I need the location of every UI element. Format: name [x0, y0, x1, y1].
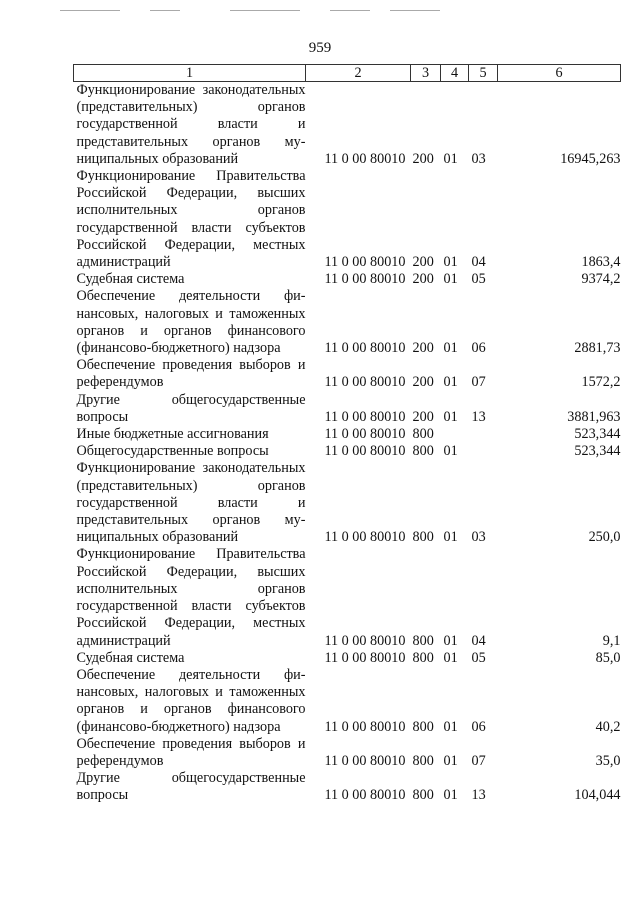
- row-name: Функционирование законодательных (представительных) органов государственной власти и представительных органов муниципальных образований: [76, 460, 306, 546]
- scan-artifact: [60, 8, 580, 14]
- row-code: 11 0 00 80010: [324, 718, 406, 735]
- row-col5: 07: [471, 374, 486, 391]
- row-col3: 200: [412, 374, 434, 391]
- column-header-2: 2: [306, 65, 411, 82]
- row-col5: 05: [471, 271, 486, 288]
- table-row: [74, 392, 621, 426]
- row-amount: 104,044: [574, 787, 621, 804]
- column-header-3: 3: [411, 65, 441, 82]
- row-col4: 01: [443, 374, 458, 391]
- row-col5: 03: [471, 529, 486, 546]
- row-amount: 40,2: [595, 718, 621, 735]
- column-header-5: 5: [469, 65, 498, 82]
- row-col4: 01: [443, 254, 458, 271]
- row-col5: 07: [471, 752, 486, 769]
- row-amount: 3881,963: [567, 408, 621, 425]
- row-col5: 06: [471, 718, 486, 735]
- table-row: [74, 168, 621, 271]
- column-header-6: 6: [498, 65, 621, 82]
- row-col3: 800: [412, 752, 434, 769]
- row-name: Обеспечение деятельности финансовых, налоговых и таможенных органов и органов финансового (финансово-бюджетного) надзора: [76, 666, 306, 735]
- table-row: [74, 357, 621, 391]
- row-col5: 06: [471, 340, 486, 357]
- row-amount: 9,1: [602, 632, 621, 649]
- row-col4: 01: [443, 150, 458, 167]
- row-code: 11 0 00 80010: [324, 271, 406, 288]
- row-col3: 200: [412, 254, 434, 271]
- table-row: [74, 650, 621, 667]
- row-code: 11 0 00 80010: [324, 752, 406, 769]
- row-code: 11 0 00 80010: [324, 254, 406, 271]
- row-code: 11 0 00 80010: [324, 408, 406, 425]
- row-col5: [469, 443, 498, 460]
- row-code: 11 0 00 80010: [324, 426, 406, 443]
- row-amount: 250,0: [588, 529, 621, 546]
- row-col4: 01: [443, 340, 458, 357]
- table-row: [74, 667, 621, 736]
- table-row: [74, 736, 621, 770]
- row-col4: 01: [443, 408, 458, 425]
- row-col3: 200: [412, 408, 434, 425]
- row-col4: 01: [443, 632, 458, 649]
- table-header-row: [74, 65, 621, 82]
- row-code: 11 0 00 80010: [324, 150, 406, 167]
- row-name: Иные бюджетные ассигнования: [76, 426, 269, 443]
- row-amount: 523,344: [574, 426, 621, 443]
- table-row: [74, 546, 621, 649]
- row-amount: 16945,263: [560, 150, 621, 167]
- row-col3: 800: [412, 443, 434, 460]
- column-header-4: 4: [441, 65, 469, 82]
- row-col3: 800: [412, 787, 434, 804]
- row-amount: 9374,2: [581, 271, 621, 288]
- row-col5: 13: [471, 787, 486, 804]
- row-code: 11 0 00 80010: [324, 787, 406, 804]
- row-code: 11 0 00 80010: [324, 632, 406, 649]
- row-col3: 200: [412, 340, 434, 357]
- row-col4: 01: [443, 649, 458, 666]
- row-col3: 800: [412, 632, 434, 649]
- row-name: Функционирование Правительства Российской Федерации, высших исполнительных органов государственной власти субъектов Российской Федерации, местных администраций: [76, 168, 306, 271]
- row-code: 11 0 00 80010: [324, 374, 406, 391]
- row-col5: 04: [471, 254, 486, 271]
- row-col3: 200: [412, 271, 434, 288]
- table-row: [74, 770, 621, 804]
- row-name: Обеспечение проведения выборов и референдумов: [76, 357, 306, 391]
- row-code: 11 0 00 80010: [324, 529, 406, 546]
- row-amount: 1572,2: [581, 374, 621, 391]
- page-number: 959: [308, 40, 332, 56]
- row-code: 11 0 00 80010: [324, 340, 406, 357]
- table-row: [74, 460, 621, 546]
- table-row: [74, 271, 621, 288]
- row-name: Обеспечение деятельности финансовых, налоговых и таможенных органов и органов финансового (финансово-бюджетного) надзора: [76, 288, 306, 357]
- row-col5: 05: [471, 649, 486, 666]
- row-name: Судебная система: [76, 649, 185, 666]
- row-col4: [441, 426, 469, 443]
- row-col5: 04: [471, 632, 486, 649]
- row-col5: 03: [471, 150, 486, 167]
- table-row: [74, 443, 621, 460]
- row-col4: 01: [443, 787, 458, 804]
- row-name: Обеспечение проведения выборов и референдумов: [76, 735, 306, 769]
- row-col5: [469, 426, 498, 443]
- row-amount: 523,344: [574, 443, 621, 460]
- row-amount: 35,0: [595, 752, 621, 769]
- row-amount: 2881,73: [574, 340, 621, 357]
- column-header-1: 1: [74, 65, 306, 82]
- row-name: Другие общегосударственные вопросы: [76, 770, 306, 804]
- row-col3: 800: [412, 649, 434, 666]
- budget-table: [73, 64, 621, 805]
- row-col4: 01: [443, 752, 458, 769]
- row-code: 11 0 00 80010: [324, 649, 406, 666]
- table-body: [74, 82, 621, 805]
- row-name: Общегосударственные вопросы: [76, 443, 269, 460]
- row-amount: 1863,4: [581, 254, 621, 271]
- table-row: [74, 288, 621, 357]
- row-col3: 200: [412, 150, 434, 167]
- row-col3: 800: [412, 426, 434, 443]
- row-col4: 01: [443, 529, 458, 546]
- table-row: [74, 82, 621, 169]
- row-amount: 85,0: [595, 649, 621, 666]
- row-col4: 01: [443, 271, 458, 288]
- row-col3: 800: [412, 718, 434, 735]
- row-name: Другие общегосударственные вопросы: [76, 391, 306, 425]
- row-code: 11 0 00 80010: [324, 443, 406, 460]
- row-col4: 01: [443, 443, 458, 460]
- table-row: [74, 426, 621, 443]
- row-col4: 01: [443, 718, 458, 735]
- row-name: Функционирование Правительства Российской Федерации, высших исполнительных органов государственной власти субъектов Российской Федерации, местных администраций: [76, 546, 306, 649]
- row-col3: 800: [412, 529, 434, 546]
- row-name: Судебная система: [76, 271, 185, 288]
- row-col5: 13: [471, 408, 486, 425]
- row-name: Функционирование законодательных (представительных) органов государственной власти и представительных органов муниципальных образований: [76, 82, 306, 167]
